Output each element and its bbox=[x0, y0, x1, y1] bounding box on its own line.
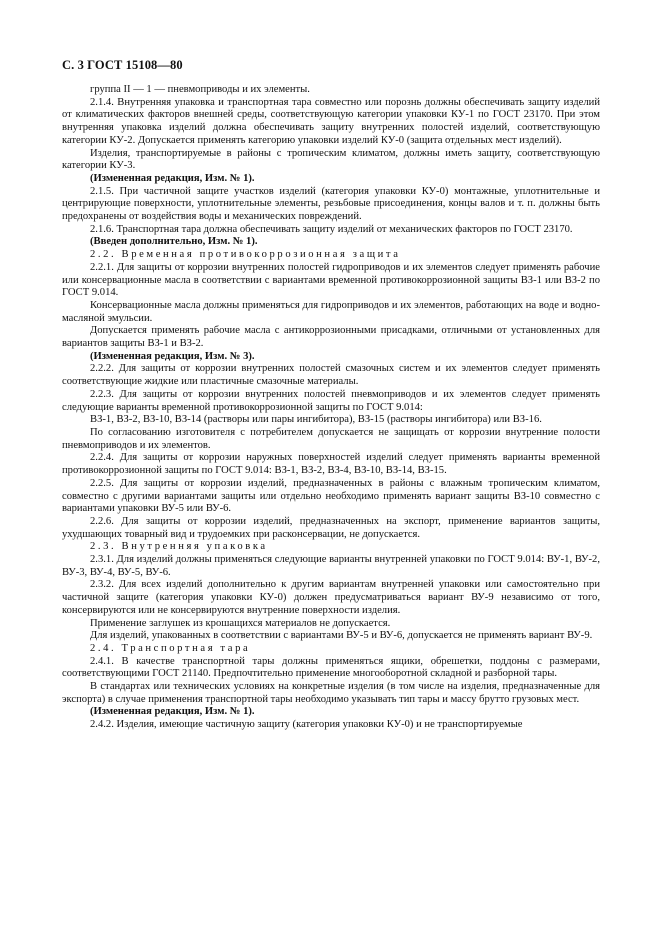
amendment-note: (Измененная редакция, Изм. № 1). bbox=[90, 172, 255, 184]
paragraph: 2.3.1. Для изделий должны применяться следующие варианты внутренней упаковки по ГОСТ 9.014: ВУ-1, ВУ-2, ВУ-3, ВУ-4, ВУ-5, ВУ-6. bbox=[62, 554, 600, 578]
paragraph: 2.2.5. Для защиты от коррозии изделий, предназначенных в районы с влажным тропическим климатом, совместно с другими вариантами защиты или отдельно необходимо применять вариант защиты ВЗ-10 совместно с вариантами упаковки ВУ-5 или ВУ-6. bbox=[62, 477, 600, 515]
paragraph: группа II — 1 — пневмоприводы и их элементы. bbox=[90, 84, 310, 95]
paragraph: 2.2.3. Для защиты от коррозии внутренних полостей пневмоприводов и их элементов следует применять следующие варианты временной противокоррозионной защиты по ГОСТ 9.014: bbox=[62, 388, 600, 413]
paragraph: 2.4.1. В качестве транспортной тары должны применяться ящики, обрешетки, поддоны с размерами, соответствующими ГОСТ 21140. Предпочтительно применение многооборотной складной и разборной тары. bbox=[62, 655, 600, 680]
paragraph: 2.1.6. Транспортная тара должна обеспечивать защиту изделий от механических факторов по ГОСТ 23170. bbox=[90, 223, 573, 235]
paragraph: Для изделий, упакованных в соответствии с вариантами ВУ-5 и ВУ-6, допускается не применять вариант ВУ-9. bbox=[90, 630, 593, 642]
paragraph: 2.2.2. Для защиты от коррозии внутренних полостей смазочных систем и их элементов следует применять соответствующие жидкие или пластичные смазочные материалы. bbox=[62, 363, 600, 388]
amendment-note: (Измененная редакция, Изм. № 3). bbox=[90, 350, 255, 362]
paragraph: Допускается применять рабочие масла с антикоррозионными присадками, отличными от установленных для вариантов защиты ВЗ-1 и ВЗ-2. bbox=[62, 325, 600, 350]
section-heading: 2.4. Транспортная тара bbox=[90, 642, 251, 654]
paragraph: 2.3.2. Для всех изделий дополнительно к другим вариантам внутренней упаковки или самостоятельно при частичной защите (категория упаковки КУ-0) должен предусматриваться вариант ВУ-9 независимо от того, консервируются или не консервируются внутренние поверхности изделия. bbox=[62, 579, 600, 616]
paragraph: 2.2.1. Для защиты от коррозии внутренних полостей гидроприводов и их элементов следует применять рабочие или консервационные масла в соответствии с вариантами временной противокоррозионной защиты ВЗ-1 или ВЗ-2 по ГОСТ 9.014. bbox=[62, 261, 600, 299]
page-header: С. 3 ГОСТ 15108—80 bbox=[62, 58, 183, 72]
paragraph: ВЗ-1, ВЗ-2, ВЗ-10, ВЗ-14 (растворы или пары ингибитора), ВЗ-15 (растворы ингибитора) или ВЗ-16. bbox=[90, 414, 542, 426]
paragraph: Консервационные масла должны применяться для гидроприводов и их элементов, работающих на воде и водно-масляной эмульсии. bbox=[62, 299, 600, 324]
paragraph: Применение заглушек из крошащихся материалов не допускается. bbox=[90, 617, 391, 629]
paragraph: 2.2.4. Для защиты от коррозии наружных поверхностей изделий следует применять варианты временной противокоррозионной защиты по ГОСТ 9.014: ВЗ-1, ВЗ-2, ВЗ-4, ВЗ-10, ВЗ-14, ВЗ-15. bbox=[62, 452, 600, 477]
amendment-note: (Введен дополнительно, Изм. № 1). bbox=[90, 236, 258, 248]
paragraph: 2.1.4. Внутренняя упаковка и транспортная тара совместно или порознь должны обеспечивать защиту изделий от климатических факторов внешней среды, соответствующую категории упаковки КУ-1 по ГОСТ 23170. При этом внутренняя упаковка изделий должна обеспечивать защиту внутренних полостей изделий, соответствующую категории КУ-2. Допускается применять категорию упаковки изделий КУ-0 (защита отдельных мест изделий). bbox=[62, 96, 600, 146]
section-heading: 2.2. Временная противокоррозионная защита bbox=[90, 249, 401, 261]
paragraph: 2.4.2. Изделия, имеющие частичную защиту (категория упаковки КУ-0) и не транспортируемые bbox=[90, 719, 523, 731]
document-body bbox=[62, 84, 600, 732]
paragraph: По согласованию изготовителя с потребителем допускается не защищать от коррозии внутренние полости пневмоприводов и их элементов. bbox=[62, 426, 600, 451]
paragraph: Изделия, транспортируемые в районы с тропическим климатом, должны иметь защиту, соответствующую категории КУ-3. bbox=[62, 147, 600, 172]
section-heading: 2.3. Внутренняя упаковка bbox=[90, 541, 268, 553]
amendment-note: (Измененная редакция, Изм. № 1). bbox=[90, 706, 255, 718]
paragraph: В стандартах или технических условиях на конкретные изделия (в том числе на изделия, предназначенные для экспорта) в случае применения транспортной тары необходимо указывать тип тары и массу брутто грузовых мест. bbox=[62, 681, 600, 705]
paragraph: 2.2.6. Для защиты от коррозии изделий, предназначенных на экспорт, применение вариантов защиты, ухудшающих товарный вид и трудоемких при расконсервации, не допускается. bbox=[62, 515, 600, 540]
paragraph: 2.1.5. При частичной защите участков изделий (категория упаковки КУ-0) монтажные, уплотнительные и центрирующие поверхности, уплотнительные элементы, резьбовые присоединения, концы валов и т. п. должны быть предохранены от воздействия воды и механических повреждений. bbox=[62, 185, 600, 223]
